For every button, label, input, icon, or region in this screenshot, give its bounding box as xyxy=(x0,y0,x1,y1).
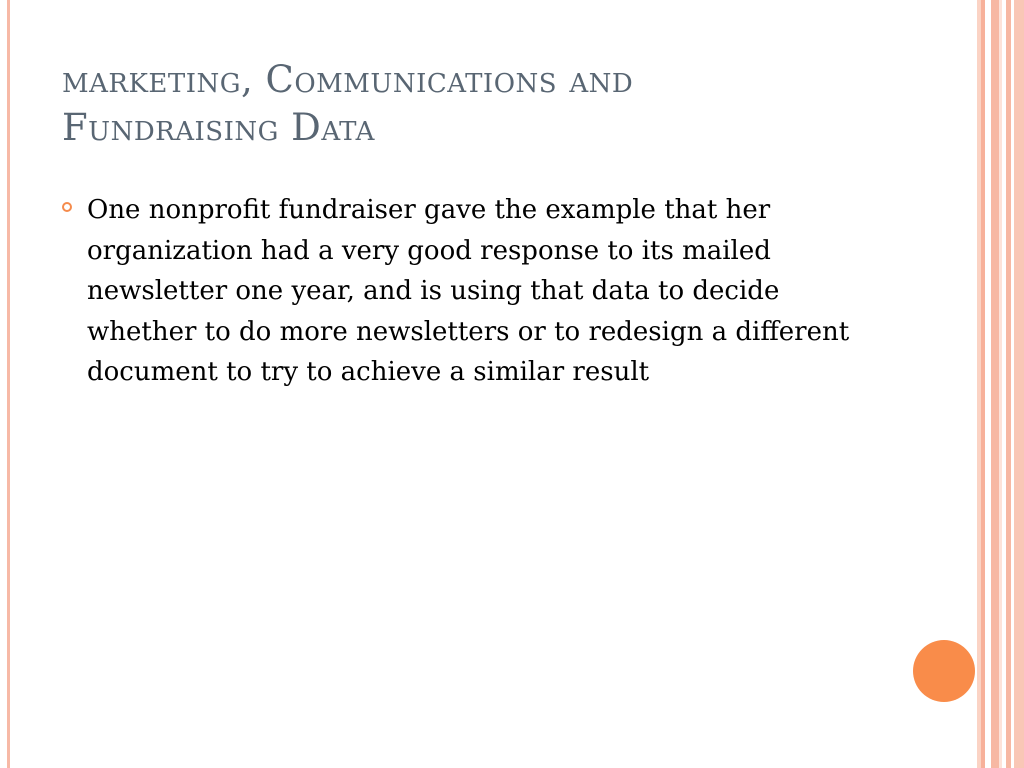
bullet-text: One nonprofit fundraiser gave the example that her organization had a very good response to its mailed newsletter one year, and is using that data to decide whether to do more newsletters or to redesign a different document to try to achieve a similar result xyxy=(87,195,850,387)
left-border-line xyxy=(7,0,10,768)
hollow-circle-bullet-icon xyxy=(62,202,72,212)
right-decorative-stripes xyxy=(976,0,1024,768)
orange-circle-decoration xyxy=(913,640,975,702)
title-line-1: marketing, Communications and xyxy=(62,58,634,101)
title-line-2: Fundraising Data xyxy=(62,106,375,149)
bullet-list xyxy=(62,190,882,393)
slide-title xyxy=(62,56,942,152)
list-item xyxy=(62,190,882,393)
